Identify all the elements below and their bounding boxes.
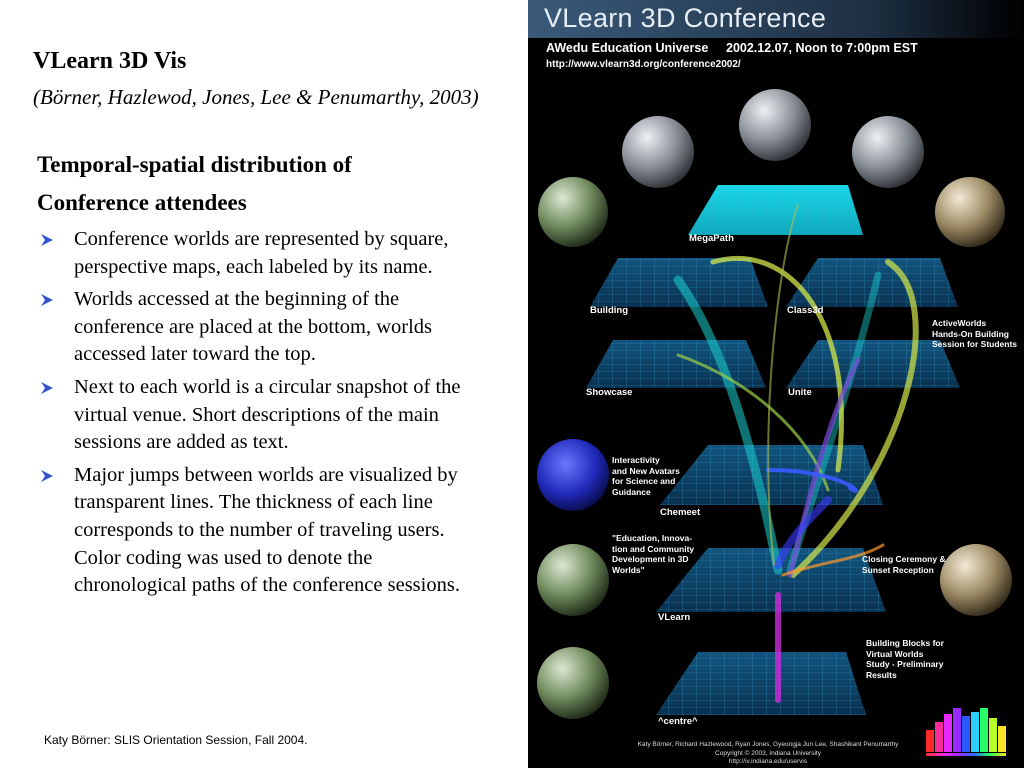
snapshot-sphere-chemeet (537, 439, 609, 511)
bullet-item-4 (38, 462, 478, 600)
session-education: "Education, Innova- tion and Community Development in 3D Worlds" (612, 533, 695, 575)
bullet-item-1 (38, 226, 478, 281)
snapshot-sphere-building (538, 177, 608, 247)
conference-poster (528, 0, 1024, 768)
world-label-vlearn: VLearn (658, 612, 691, 623)
bullet-text-2: Worlds accessed at the beginning of the conference are placed at the bottom, worlds accessed later toward the top. (74, 288, 433, 366)
snapshot-sphere-closing (940, 544, 1012, 616)
snapshot-sphere-megapath-left (622, 116, 694, 188)
poster-date: 2002.12.07, Noon to 7:00pm EST (726, 41, 918, 55)
poster-credits-copyright: Copyright © 2003, Indiana University (715, 750, 821, 757)
session-interactivity: Interactivity and New Avatars for Science and Guidance (612, 455, 680, 497)
arrow-bullet-icon (40, 293, 54, 307)
heading-line-1: Temporal-spatial distribution of (37, 152, 352, 177)
poster-url: http://www.vlearn3d.org/conference2002/ (546, 59, 741, 70)
poster-credits-url: http://iv.indiana.edu/uservis (728, 758, 808, 765)
bullet-text-3: Next to each world is a circular snapshot of the virtual venue. Short descriptions of the main sessions are added as text. (74, 375, 461, 454)
snapshot-sphere-class3d (935, 177, 1005, 247)
snapshot-sphere-megapath-center (739, 89, 811, 161)
world-label-megapath: MegaPath (689, 233, 734, 244)
slide-footer: Katy Börner: SLIS Orientation Session, Fall 2004. (44, 733, 308, 747)
world-label-class3d: Class3d (787, 305, 824, 316)
heading-line-2: Conference attendees (37, 190, 247, 215)
section-heading (37, 146, 477, 222)
bullet-item-3 (38, 374, 478, 457)
world-label-centre: ^centre^ (658, 716, 698, 727)
poster-graphic (528, 0, 1024, 768)
color-legend (926, 708, 1006, 756)
bullet-item-2 (38, 286, 478, 369)
world-label-unite: Unite (788, 387, 812, 398)
bullet-list (38, 226, 478, 605)
bullet-text-1: Conference worlds are represented by square, perspective maps, each labeled by its name. (74, 228, 449, 278)
slide-title: VLearn 3D Vis (33, 48, 187, 74)
arrow-bullet-icon (40, 233, 54, 247)
session-closing: Closing Ceremony & Sunset Reception (862, 554, 946, 575)
bullet-text-4: Major jumps between worlds are visualized by transparent lines. The thickness of each line corresponds to the number of traveling users. Color coding was used to denote the chronological paths of the conference sessions. (74, 463, 460, 597)
arrow-bullet-icon (40, 381, 54, 395)
poster-title: VLearn 3D Conference (544, 3, 827, 33)
poster-credits-authors: Katy Börner, Richard Hazlewood, Ryan Jones, Gyeongja Jun Lee, Shashikant Penumarthy (637, 741, 899, 748)
snapshot-sphere-vlearn (537, 544, 609, 616)
world-plane-chemeet (660, 445, 883, 505)
snapshot-sphere-megapath-right (852, 116, 924, 188)
arrow-bullet-icon (40, 469, 54, 483)
slide-subtitle: (Börner, Hazlewod, Jones, Lee & Penumarthy, 2003) (33, 85, 479, 109)
session-activeworlds: ActiveWorlds Hands-On Building Session for Students (932, 318, 1018, 349)
poster-event: AWedu Education Universe (546, 41, 709, 55)
world-label-chemeet: Chemeet (660, 507, 701, 518)
world-plane-showcase (586, 340, 766, 388)
world-plane-centre (656, 652, 866, 715)
session-building-blocks: Building Blocks for Virtual Worlds Study - Preliminary Results (866, 638, 944, 680)
world-label-showcase: Showcase (586, 387, 633, 398)
snapshot-sphere-centre (537, 647, 609, 719)
world-plane-megapath (688, 185, 863, 235)
world-label-building: Building (590, 305, 628, 316)
